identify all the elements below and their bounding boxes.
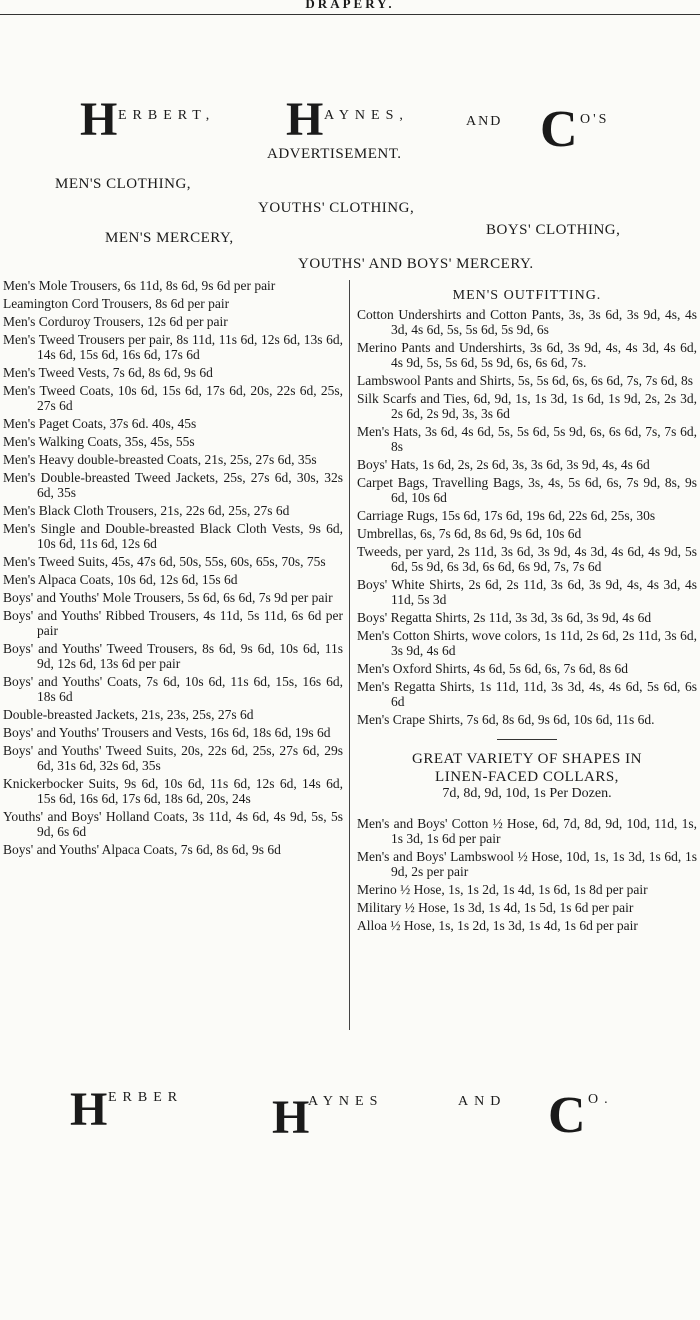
title-word-haynes: AYNES, <box>324 108 409 123</box>
list-item: Silk Scarfs and Ties, 6d, 9d, 1s, 1s 3d, 1s 6d, 1s 9d, 2s, 2s 3d, 2s 6d, 2s 9d, 3s, 3s 6d <box>357 391 697 421</box>
category-mens-mercery: MEN'S MERCERY, <box>105 230 234 246</box>
list-item: Men's Double-breasted Tweed Jackets, 25s, 27s 6d, 30s, 32s 6d, 35s <box>3 470 343 500</box>
list-item: Men's Hats, 3s 6d, 4s 6d, 5s, 5s 6d, 5s 9d, 6s, 6s 6d, 7s, 7s 6d, 8s <box>357 424 697 454</box>
title-initial-h2: H <box>286 93 324 146</box>
bottom-word-herber: ERBER <box>108 1090 184 1105</box>
subtitle: ADVERTISEMENT. <box>267 146 402 162</box>
collars-heading-line2: LINEN-FACED COLLARS, <box>435 769 619 785</box>
list-item: Knickerbocker Suits, 9s 6d, 10s 6d, 11s 6d, 12s 6d, 14s 6d, 15s 6d, 16s 6d, 17s 6d, 18s 6d, 20s, 24s <box>3 776 343 806</box>
list-item: Tweeds, per yard, 2s 11d, 3s 6d, 3s 9d, 4s 3d, 4s 6d, 4s 9d, 5s 6d, 5s 9d, 6s 3d, 6s 6d, 6s 9d, 7s, 7s 6d <box>357 544 697 574</box>
title-initial-h1: H <box>80 93 118 146</box>
list-item: Men's Single and Double-breasted Black Cloth Vests, 9s 6d, 10s 6d, 11s 6d, 12s 6d <box>3 521 343 551</box>
list-item: Men's Alpaca Coats, 10s 6d, 12s 6d, 15s 6d <box>3 572 238 587</box>
list-item: Men's Tweed Coats, 10s 6d, 15s 6d, 17s 6d, 20s, 22s 6d, 25s, 27s 6d <box>3 383 343 413</box>
list-item: Carriage Rugs, 15s 6d, 17s 6d, 19s 6d, 22s 6d, 25s, 30s <box>357 508 656 523</box>
header-rule <box>0 0 700 15</box>
list-item: Boys' Regatta Shirts, 2s 11d, 3s 3d, 3s 6d, 3s 9d, 4s 6d <box>357 610 652 625</box>
list-item: Men's Tweed Vests, 7s 6d, 8s 6d, 9s 6d <box>3 365 213 380</box>
list-item: Men's Mole Trousers, 6s 11d, 8s 6d, 9s 6d per pair <box>3 278 276 293</box>
collars-heading-line1: GREAT VARIETY OF SHAPES IN <box>412 751 642 767</box>
bottom-word-and: AND <box>458 1094 507 1109</box>
bottom-initial-h2: H <box>272 1091 310 1144</box>
bottom-firm-title <box>0 1082 700 1142</box>
category-youths-boys-mercery: YOUTHS' AND BOYS' MERCERY. <box>298 256 534 272</box>
left-price-list <box>3 278 343 860</box>
list-item: Boys' and Youths' Tweed Trousers, 8s 6d, 9s 6d, 10s 6d, 11s 9d, 12s 6d, 13s 6d per pair <box>3 641 343 671</box>
title-initial-c: C <box>540 101 578 158</box>
list-item: Men's Black Cloth Trousers, 21s, 22s 6d, 25s, 27s 6d <box>3 503 290 518</box>
title-word-and: AND <box>466 114 503 129</box>
column-divider <box>349 280 350 1030</box>
list-item: Carpet Bags, Travelling Bags, 3s, 4s, 5s 6d, 6s, 7s 9d, 8s, 9s 6d, 10s 6d <box>357 475 697 505</box>
list-item: Boys' Hats, 1s 6d, 2s, 2s 6d, 3s, 3s 6d, 3s 9d, 4s, 4s 6d <box>357 457 650 472</box>
list-item: Lambswool Pants and Shirts, 5s, 5s 6d, 6s, 6s 6d, 7s, 7s 6d, 8s <box>357 373 694 388</box>
list-item: Double-breasted Jackets, 21s, 23s, 25s, 27s 6d <box>3 707 254 722</box>
bottom-word-haynes: AYNES <box>308 1094 384 1109</box>
bottom-initial-c: C <box>548 1087 586 1144</box>
title-word-os: O'S <box>580 112 610 127</box>
right-price-list <box>357 278 697 936</box>
list-item: Men's Crape Shirts, 7s 6d, 8s 6d, 9s 6d, 10s 6d, 11s 6d. <box>357 712 655 727</box>
category-boys-clothing: BOYS' CLOTHING, <box>486 222 621 238</box>
category-mens-clothing: MEN'S CLOTHING, <box>55 176 192 192</box>
list-item: Boys' and Youths' Tweed Suits, 20s, 22s 6d, 25s, 27s 6d, 29s 6d, 31s 6d, 32s 6d, 35s <box>3 743 343 773</box>
list-item: Boys' White Shirts, 2s 6d, 2s 11d, 3s 6d, 3s 9d, 4s, 4s 3d, 4s 11d, 5s 3d <box>357 577 697 607</box>
list-item: Boys' and Youths' Coats, 7s 6d, 10s 6d, 11s 6d, 15s, 16s 6d, 18s 6d <box>3 674 343 704</box>
list-item: Men's Tweed Suits, 45s, 47s 6d, 50s, 55s, 60s, 65s, 70s, 75s <box>3 554 326 569</box>
list-item: Alloa ½ Hose, 1s, 1s 2d, 1s 3d, 1s 4d, 1s 6d per pair <box>357 918 638 933</box>
section-title: DRAPERY. <box>305 0 395 11</box>
list-item: Men's Corduroy Trousers, 12s 6d per pair <box>3 314 228 329</box>
category-youths-clothing: YOUTHS' CLOTHING, <box>258 200 415 216</box>
list-item: Men's Cotton Shirts, wove colors, 1s 11d, 2s 6d, 2s 11d, 3s 6d, 3s 9d, 4s 6d <box>357 628 697 658</box>
list-item: Boys' and Youths' Trousers and Vests, 16s 6d, 18s 6d, 19s 6d <box>3 725 331 740</box>
list-item: Merino ½ Hose, 1s, 1s 2d, 1s 4d, 1s 6d, 1s 8d per pair <box>357 882 648 897</box>
list-item: Military ½ Hose, 1s 3d, 1s 4d, 1s 5d, 1s 6d per pair <box>357 900 634 915</box>
list-item: Men's Walking Coats, 35s, 45s, 55s <box>3 434 195 449</box>
list-item: Leamington Cord Trousers, 8s 6d per pair <box>3 296 230 311</box>
list-item: Men's Paget Coats, 37s 6d. 40s, 45s <box>3 416 197 431</box>
section-rule <box>497 739 557 740</box>
mens-outfitting-heading: MEN'S OUTFITTING. <box>452 288 602 303</box>
list-item: Men's Regatta Shirts, 1s 11d, 11d, 3s 3d, 4s, 4s 6d, 5s 6d, 6s 6d <box>357 679 697 709</box>
list-item: Men's Oxford Shirts, 4s 6d, 5s 6d, 6s, 7s 6d, 8s 6d <box>357 661 628 676</box>
bottom-word-o: O. <box>588 1092 614 1107</box>
list-item: Umbrellas, 6s, 7s 6d, 8s 6d, 9s 6d, 10s 6d <box>357 526 582 541</box>
list-item: Boys' and Youths' Mole Trousers, 5s 6d, 6s 6d, 7s 9d per pair <box>3 590 333 605</box>
list-item: Cotton Undershirts and Cotton Pants, 3s, 3s 6d, 3s 9d, 4s, 4s 3d, 4s 6d, 5s, 5s 6d, 5s 9d, 6s <box>357 307 697 337</box>
list-item: Men's Heavy double-breasted Coats, 21s, 25s, 27s 6d, 35s <box>3 452 317 467</box>
list-item: Youths' and Boys' Holland Coats, 3s 11d, 4s 6d, 4s 9d, 5s, 5s 9d, 6s 6d <box>3 809 343 839</box>
list-item: Boys' and Youths' Ribbed Trousers, 4s 11d, 5s 11d, 6s 6d per pair <box>3 608 343 638</box>
list-item: Men's and Boys' Cotton ½ Hose, 6d, 7d, 8d, 9d, 10d, 11d, 1s, 1s 3d, 1s 6d per pair <box>357 816 697 846</box>
list-item: Men's Tweed Trousers per pair, 8s 11d, 11s 6d, 12s 6d, 13s 6d, 14s 6d, 15s 6d, 16s 6d, 17s 6d <box>3 332 343 362</box>
collars-prices: 7d, 8d, 9d, 10d, 1s Per Dozen. <box>442 786 612 801</box>
bottom-initial-h1: H <box>70 1083 108 1136</box>
list-item: Boys' and Youths' Alpaca Coats, 7s 6d, 8s 6d, 9s 6d <box>3 842 281 857</box>
list-item: Men's and Boys' Lambswool ½ Hose, 10d, 1s, 1s 3d, 1s 6d, 1s 9d, 2s per pair <box>357 849 697 879</box>
list-item: Merino Pants and Undershirts, 3s 6d, 3s 9d, 4s, 4s 3d, 4s 6d, 4s 9d, 5s, 5s 6d, 5s 9d, 6s, 6s 6d, 7s. <box>357 340 697 370</box>
title-word-herbert: ERBERT, <box>118 108 216 123</box>
